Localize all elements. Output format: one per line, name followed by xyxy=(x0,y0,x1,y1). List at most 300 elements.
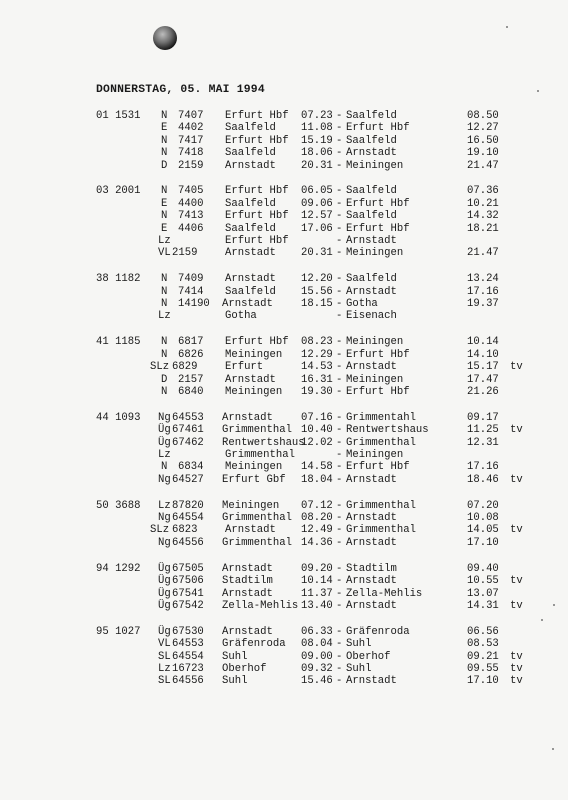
arrival-time: 16.50 xyxy=(467,134,499,147)
arrival-time: 19.37 xyxy=(467,298,499,311)
arrival-time: 08.50 xyxy=(467,110,499,122)
departure-time: 18.04 xyxy=(301,473,333,486)
schedule-list xyxy=(0,110,568,688)
departure-time: 18.15 xyxy=(301,298,333,311)
train-type: N xyxy=(161,298,168,311)
train-number: 64527 xyxy=(172,473,204,486)
train-number: 7405 xyxy=(178,185,204,198)
schedule-row xyxy=(0,575,568,587)
train-type: Lz xyxy=(158,662,171,675)
duty-number: 50 3688 xyxy=(96,499,141,512)
schedule-row xyxy=(0,210,568,222)
route-dash: - xyxy=(336,134,343,147)
tv-marker: tv xyxy=(510,524,523,537)
destination-station: Erfurt Hbf xyxy=(346,222,410,235)
destination-station: Stadtilm xyxy=(346,562,397,575)
departure-time: 14.53 xyxy=(301,361,333,374)
arrival-time: 14.32 xyxy=(467,210,499,223)
train-number: 6823 xyxy=(172,524,198,537)
arrival-time: 09.21 xyxy=(467,650,499,663)
departure-time: 11.08 xyxy=(301,122,333,135)
schedule-row xyxy=(0,638,568,650)
departure-time: 13.40 xyxy=(301,599,333,612)
schedule-row xyxy=(0,588,568,600)
tv-marker: tv xyxy=(510,599,523,612)
departure-time: 12.02 xyxy=(301,436,333,449)
schedule-row xyxy=(0,437,568,449)
origin-station: Arnstadt xyxy=(222,625,273,638)
route-dash: - xyxy=(336,625,343,638)
train-type: SLz xyxy=(150,524,170,537)
schedule-row xyxy=(0,626,568,638)
train-number: 6826 xyxy=(178,348,204,361)
train-number: 14190 xyxy=(178,298,210,311)
arrival-time: 10.21 xyxy=(467,197,499,210)
origin-station: Arnstadt xyxy=(222,298,273,311)
route-dash: - xyxy=(336,411,343,424)
destination-station: Erfurt Hbf xyxy=(346,461,410,474)
tv-marker: tv xyxy=(510,662,523,675)
departure-time: 07.23 xyxy=(301,110,333,122)
train-number: 7417 xyxy=(178,134,204,147)
train-type: Üg xyxy=(158,575,171,588)
departure-time: 16.31 xyxy=(301,373,333,386)
arrival-time: 17.16 xyxy=(467,285,499,298)
train-type: Üg xyxy=(158,599,171,612)
route-dash: - xyxy=(336,662,343,675)
schedule-row xyxy=(0,524,568,536)
train-type: SL xyxy=(158,650,171,663)
route-dash: - xyxy=(336,385,343,398)
origin-station: Oberhof xyxy=(222,662,267,675)
departure-time: 06.05 xyxy=(301,185,333,198)
destination-station: Oberhof xyxy=(346,650,391,663)
schedule-row xyxy=(0,286,568,298)
departure-time: 07.16 xyxy=(301,411,333,424)
scan-speck xyxy=(506,26,508,28)
schedule-row xyxy=(0,160,568,172)
schedule-row xyxy=(0,198,568,210)
train-number: 67541 xyxy=(172,587,204,600)
destination-station: Suhl xyxy=(346,662,372,675)
train-type: D xyxy=(161,373,168,386)
train-number: 2157 xyxy=(178,373,204,386)
schedule-row xyxy=(0,651,568,663)
route-dash: - xyxy=(336,159,343,172)
origin-station: Erfurt Hbf xyxy=(225,185,289,198)
duty-group xyxy=(0,412,568,486)
destination-station: Zella-Mehlis xyxy=(346,587,423,600)
tv-marker: tv xyxy=(510,473,523,486)
route-dash: - xyxy=(336,310,343,323)
origin-station: Meiningen xyxy=(222,499,280,512)
route-dash: - xyxy=(336,336,343,349)
arrival-time: 17.10 xyxy=(467,675,499,688)
train-number: 6834 xyxy=(178,461,204,474)
train-number: 67461 xyxy=(172,424,204,437)
origin-station: Erfurt Hbf xyxy=(225,110,289,122)
destination-station: Saalfeld xyxy=(346,110,397,122)
duty-number: 41 1185 xyxy=(96,336,141,349)
destination-station: Saalfeld xyxy=(346,210,397,223)
tv-marker: tv xyxy=(510,575,523,588)
duty-group xyxy=(0,563,568,613)
train-type: N xyxy=(161,385,168,398)
destination-station: Erfurt Hbf xyxy=(346,122,410,135)
origin-station: Zella-Mehlis xyxy=(222,599,299,612)
origin-station: Erfurt Hbf xyxy=(225,235,289,248)
arrival-time: 08.53 xyxy=(467,638,499,651)
scan-speck xyxy=(553,604,555,606)
train-number: 6829 xyxy=(172,361,198,374)
route-dash: - xyxy=(336,222,343,235)
arrival-time: 14.10 xyxy=(467,348,499,361)
route-dash: - xyxy=(336,147,343,160)
train-number: 64553 xyxy=(172,411,204,424)
schedule-row xyxy=(0,361,568,373)
arrival-time: 07.20 xyxy=(467,499,499,512)
train-type: VL xyxy=(158,247,171,260)
train-number: 2159 xyxy=(178,159,204,172)
arrival-time: 18.46 xyxy=(467,473,499,486)
route-dash: - xyxy=(336,348,343,361)
route-dash: - xyxy=(336,599,343,612)
arrival-time: 14.31 xyxy=(467,599,499,612)
schedule-row xyxy=(0,223,568,235)
schedule-row xyxy=(0,449,568,461)
destination-station: Saalfeld xyxy=(346,185,397,198)
departure-time: 08.04 xyxy=(301,638,333,651)
destination-station: Grimmentahl xyxy=(346,411,416,424)
arrival-time: 14.05 xyxy=(467,524,499,537)
arrival-time: 10.14 xyxy=(467,336,499,349)
route-dash: - xyxy=(336,562,343,575)
train-number: 4402 xyxy=(178,122,204,135)
schedule-row xyxy=(0,675,568,687)
origin-station: Grimmenthal xyxy=(222,512,292,525)
route-dash: - xyxy=(336,197,343,210)
route-dash: - xyxy=(336,235,343,248)
departure-time: 15.19 xyxy=(301,134,333,147)
train-number: 87820 xyxy=(172,499,204,512)
route-dash: - xyxy=(336,536,343,549)
train-number: 7413 xyxy=(178,210,204,223)
origin-station: Suhl xyxy=(222,675,248,688)
route-dash: - xyxy=(336,461,343,474)
train-type: N xyxy=(161,348,168,361)
arrival-time: 18.21 xyxy=(467,222,499,235)
arrival-time: 07.36 xyxy=(467,185,499,198)
duty-group xyxy=(0,273,568,323)
departure-time: 15.46 xyxy=(301,675,333,688)
route-dash: - xyxy=(336,587,343,600)
train-type: Üg xyxy=(158,424,171,437)
train-type: D xyxy=(161,159,168,172)
origin-station: Erfurt Hbf xyxy=(225,134,289,147)
destination-station: Arnstadt xyxy=(346,473,397,486)
origin-station: Gräfenroda xyxy=(222,638,286,651)
train-number: 67530 xyxy=(172,625,204,638)
arrival-time: 09.55 xyxy=(467,662,499,675)
destination-station: Arnstadt xyxy=(346,285,397,298)
train-type: Ng xyxy=(158,512,171,525)
schedule-row xyxy=(0,374,568,386)
schedule-row xyxy=(0,663,568,675)
destination-station: Erfurt Hbf xyxy=(346,197,410,210)
origin-station: Erfurt xyxy=(225,361,264,374)
arrival-time: 09.17 xyxy=(467,411,499,424)
schedule-row xyxy=(0,600,568,612)
arrival-time: 11.25 xyxy=(467,424,499,437)
duty-number: 44 1093 xyxy=(96,411,141,424)
route-dash: - xyxy=(336,473,343,486)
destination-station: Grimmenthal xyxy=(346,524,416,537)
duty-group xyxy=(0,336,568,398)
origin-station: Grimmenthal xyxy=(222,536,292,549)
route-dash: - xyxy=(336,298,343,311)
train-number: 7409 xyxy=(178,273,204,286)
schedule-row xyxy=(0,386,568,398)
destination-station: Saalfeld xyxy=(346,273,397,286)
origin-station: Arnstadt xyxy=(222,587,273,600)
origin-station: Arnstadt xyxy=(222,411,273,424)
train-number: 6817 xyxy=(178,336,204,349)
train-number: 16723 xyxy=(172,662,204,675)
train-type: Üg xyxy=(158,625,171,638)
departure-time: 12.20 xyxy=(301,273,333,286)
schedule-row xyxy=(0,122,568,134)
route-dash: - xyxy=(336,638,343,651)
schedule-row xyxy=(0,273,568,285)
train-number: 4406 xyxy=(178,222,204,235)
arrival-time: 21.47 xyxy=(467,159,499,172)
train-number: 64554 xyxy=(172,650,204,663)
train-type: Lz xyxy=(158,310,171,323)
scan-speck xyxy=(541,619,543,621)
origin-station: Arnstadt xyxy=(225,273,276,286)
schedule-row xyxy=(0,298,568,310)
departure-time: 11.37 xyxy=(301,587,333,600)
destination-station: Arnstadt xyxy=(346,147,397,160)
destination-station: Eisenach xyxy=(346,310,397,323)
duty-number: 94 1292 xyxy=(96,562,141,575)
schedule-row xyxy=(0,310,568,322)
destination-station: Meiningen xyxy=(346,448,404,461)
destination-station: Meiningen xyxy=(346,373,404,386)
route-dash: - xyxy=(336,110,343,122)
duty-number: 01 1531 xyxy=(96,110,141,122)
destination-station: Meiningen xyxy=(346,159,404,172)
duty-number: 38 1182 xyxy=(96,273,141,286)
origin-station: Rentwertshaus xyxy=(222,436,305,449)
tv-marker: tv xyxy=(510,650,523,663)
arrival-time: 13.24 xyxy=(467,273,499,286)
schedule-row xyxy=(0,563,568,575)
route-dash: - xyxy=(336,373,343,386)
arrival-time: 21.47 xyxy=(467,247,499,260)
train-type: Üg xyxy=(158,436,171,449)
arrival-time: 10.55 xyxy=(467,575,499,588)
arrival-time: 17.47 xyxy=(467,373,499,386)
train-type: N xyxy=(161,210,168,223)
route-dash: - xyxy=(336,361,343,374)
origin-station: Saalfeld xyxy=(225,147,276,160)
origin-station: Gotha xyxy=(225,310,257,323)
duty-group xyxy=(0,626,568,688)
schedule-row xyxy=(0,185,568,197)
destination-station: Erfurt Hbf xyxy=(346,348,410,361)
departure-time: 20.31 xyxy=(301,247,333,260)
departure-time: 12.29 xyxy=(301,348,333,361)
schedule-row xyxy=(0,474,568,486)
departure-time: 10.14 xyxy=(301,575,333,588)
route-dash: - xyxy=(336,524,343,537)
punch-hole xyxy=(153,26,177,50)
duty-number: 03 2001 xyxy=(96,185,141,198)
arrival-time: 12.27 xyxy=(467,122,499,135)
schedule-row xyxy=(0,537,568,549)
route-dash: - xyxy=(336,650,343,663)
arrival-time: 21.26 xyxy=(467,385,499,398)
route-dash: - xyxy=(336,448,343,461)
route-dash: - xyxy=(336,285,343,298)
departure-time: 19.30 xyxy=(301,385,333,398)
train-type: E xyxy=(161,122,168,135)
duty-group xyxy=(0,500,568,550)
destination-station: Arnstadt xyxy=(346,235,397,248)
departure-time: 09.20 xyxy=(301,562,333,575)
tv-marker: tv xyxy=(510,675,523,688)
route-dash: - xyxy=(336,675,343,688)
destination-station: Gräfenroda xyxy=(346,625,410,638)
departure-time: 20.31 xyxy=(301,159,333,172)
departure-time: 08.23 xyxy=(301,336,333,349)
train-type: Üg xyxy=(158,562,171,575)
destination-station: Arnstadt xyxy=(346,599,397,612)
train-type: N xyxy=(161,273,168,286)
train-type: N xyxy=(161,134,168,147)
destination-station: Grimmenthal xyxy=(346,436,416,449)
train-type: Lz xyxy=(158,235,171,248)
schedule-row xyxy=(0,147,568,159)
destination-station: Arnstadt xyxy=(346,575,397,588)
origin-station: Grimmenthal xyxy=(222,424,292,437)
train-type: Ng xyxy=(158,411,171,424)
train-type: N xyxy=(161,336,168,349)
train-type: Ng xyxy=(158,536,171,549)
train-number: 67506 xyxy=(172,575,204,588)
train-number: 64556 xyxy=(172,536,204,549)
route-dash: - xyxy=(336,424,343,437)
destination-station: Gotha xyxy=(346,298,378,311)
origin-station: Arnstadt xyxy=(225,373,276,386)
duty-group xyxy=(0,110,568,172)
origin-station: Meiningen xyxy=(225,385,283,398)
destination-station: Meiningen xyxy=(346,247,404,260)
route-dash: - xyxy=(336,512,343,525)
train-number: 7407 xyxy=(178,110,204,122)
departure-time: 12.49 xyxy=(301,524,333,537)
arrival-time: 17.16 xyxy=(467,461,499,474)
schedule-row xyxy=(0,247,568,259)
route-dash: - xyxy=(336,210,343,223)
train-number: 67462 xyxy=(172,436,204,449)
origin-station: Meiningen xyxy=(225,461,283,474)
departure-time: 07.12 xyxy=(301,499,333,512)
route-dash: - xyxy=(336,247,343,260)
train-type: N xyxy=(161,285,168,298)
train-type: Ng xyxy=(158,473,171,486)
train-number: 4400 xyxy=(178,197,204,210)
schedule-row xyxy=(0,135,568,147)
origin-station: Arnstadt xyxy=(225,247,276,260)
destination-station: Erfurt Hbf xyxy=(346,385,410,398)
origin-station: Grimmenthal xyxy=(225,448,295,461)
train-number: 64553 xyxy=(172,638,204,651)
departure-time: 09.06 xyxy=(301,197,333,210)
train-type: N xyxy=(161,461,168,474)
departure-time: 12.57 xyxy=(301,210,333,223)
schedule-row xyxy=(0,235,568,247)
departure-time: 10.40 xyxy=(301,424,333,437)
origin-station: Meiningen xyxy=(225,348,283,361)
departure-time: 15.56 xyxy=(301,285,333,298)
arrival-time: 12.31 xyxy=(467,436,499,449)
departure-time: 09.32 xyxy=(301,662,333,675)
origin-station: Erfurt Hbf xyxy=(225,336,289,349)
schedule-row xyxy=(0,512,568,524)
destination-station: Arnstadt xyxy=(346,361,397,374)
arrival-time: 06.56 xyxy=(467,625,499,638)
scan-speck xyxy=(552,748,554,750)
schedule-row xyxy=(0,461,568,473)
train-type: SL xyxy=(158,675,171,688)
destination-station: Meiningen xyxy=(346,336,404,349)
departure-time: 14.58 xyxy=(301,461,333,474)
route-dash: - xyxy=(336,273,343,286)
duty-number: 95 1027 xyxy=(96,625,141,638)
train-number: 64554 xyxy=(172,512,204,525)
arrival-time: 09.40 xyxy=(467,562,499,575)
origin-station: Saalfeld xyxy=(225,197,276,210)
destination-station: Suhl xyxy=(346,638,372,651)
destination-station: Saalfeld xyxy=(346,134,397,147)
schedule-row xyxy=(0,424,568,436)
train-type: N xyxy=(161,147,168,160)
tv-marker: tv xyxy=(510,361,523,374)
origin-station: Stadtilm xyxy=(222,575,273,588)
tv-marker: tv xyxy=(510,424,523,437)
train-type: Lz xyxy=(158,499,171,512)
departure-time: 06.33 xyxy=(301,625,333,638)
duty-group xyxy=(0,185,568,259)
destination-station: Arnstadt xyxy=(346,675,397,688)
departure-time: 14.36 xyxy=(301,536,333,549)
train-type: VL xyxy=(158,638,171,651)
destination-station: Arnstadt xyxy=(346,512,397,525)
train-number: 64556 xyxy=(172,675,204,688)
schedule-row xyxy=(0,349,568,361)
origin-station: Erfurt Gbf xyxy=(222,473,286,486)
origin-station: Arnstadt xyxy=(222,562,273,575)
route-dash: - xyxy=(336,575,343,588)
destination-station: Arnstadt xyxy=(346,536,397,549)
train-type: E xyxy=(161,222,168,235)
document-title: DONNERSTAG, 05. MAI 1994 xyxy=(96,84,265,96)
route-dash: - xyxy=(336,436,343,449)
departure-time: 17.06 xyxy=(301,222,333,235)
train-number: 7418 xyxy=(178,147,204,160)
